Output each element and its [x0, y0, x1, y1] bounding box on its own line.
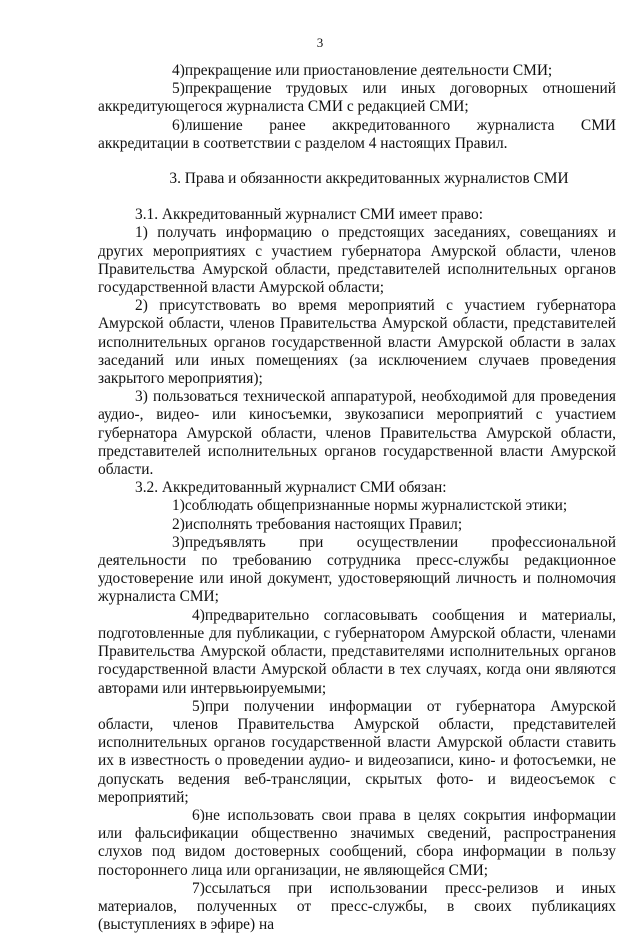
list-item-5 [98, 80, 616, 116]
list-text: предъявлять при осуществлении профессиональной деятельности по требованию сотрудника пресс-службы редакционное удостоверение или иной документ, удостоверяющий личность и полномочия журналиста СМИ; [98, 533, 616, 606]
duties-item-7 [98, 880, 616, 934]
list-text: при получении информации от губернатора Амурской области, членов Правительства Амурской области, представителей исполнительных органов государственной власти Амурской области ставить их в известность о проведении аудио- и видеозаписи, кино- и фотосъемки, не допускать ведения веб-трансляции, скрытых фото- и видеосъемок с мероприятий; [98, 697, 616, 806]
duties-item-5 [98, 698, 616, 807]
rights-item-1: 1) получать информацию о предстоящих заседаниях, совещаниях и других мероприятиях с участием губернатора Амурской области, членов Правительства Амурской области, представителей исполнительных органов государственной власти Амурской области; [98, 224, 616, 297]
list-number: 7) [192, 879, 205, 897]
duties-item-2 [98, 516, 616, 534]
list-item-4 [98, 62, 616, 80]
list-number: 4) [192, 606, 205, 624]
list-text: исполнять требования настоящих Правил; [184, 515, 463, 533]
list-number: 6) [172, 116, 185, 134]
duties-item-6 [98, 807, 616, 880]
list-text: прекращение или приостановление деятельности СМИ; [184, 62, 553, 79]
rights-item-2: 2) присутствовать во время мероприятий с участием губернатора Амурской области, членов Правительства Амурской области, представителей исполнительных органов государственной власти Амурской области в залах заседаний или иных помещениях (за исключением случаев проведения закрытого мероприятия); [98, 297, 616, 388]
list-number: 2) [172, 515, 185, 533]
duties-item-1 [98, 497, 616, 515]
rights-item-3: 3) пользоваться технической аппаратурой, необходимой для проведения аудио-, видео- или киносъемки, звукозаписи мероприятий с участием губернатора Амурской области, членов Правительства Амурской области, представителей исполнительных органов государственной власти Амурской области. [98, 388, 616, 479]
list-text: соблюдать общепризнанные нормы журналистской этики; [184, 497, 568, 515]
page-content [98, 62, 616, 934]
duties-title: 3.2. Аккредитованный журналист СМИ обязан: [135, 479, 447, 497]
list-number: 4) [172, 62, 185, 79]
duties-item-3 [98, 534, 616, 607]
list-text: не использовать свои права в целях сокрытия информации или фальсификации общественно значимых сведений, распространения слухов под видом достоверных сообщений, сбора информации в пользу постороннего лица или организации, не являющейся СМИ; [98, 806, 616, 879]
list-number: 6) [192, 806, 205, 824]
rights-title: 3.1. Аккредитованный журналист СМИ имеет право: [135, 206, 483, 224]
list-number: 5) [172, 80, 185, 98]
page-number: 3 [316, 35, 324, 50]
list-text: предварительно согласовывать сообщения и материалы, подготовленные для публикации, с губернатором Амурской области, членами Правительства Амурской области, представителями исполнительных органов государственной власти Амурской области в тех случаях, когда они являются авторами или интервьюируемыми; [98, 606, 616, 697]
duties-item-4 [98, 607, 616, 698]
section-heading: 3. Права и обязанности аккредитованных журналистов СМИ [169, 170, 569, 188]
list-item-6 [98, 117, 616, 153]
list-number: 1) [172, 497, 185, 515]
list-number: 3) [172, 533, 185, 551]
list-number: 5) [192, 697, 205, 715]
list-text: прекращение трудовых или иных договорных отношений аккредитующегося журналиста СМИ с редакцией СМИ; [98, 80, 616, 116]
list-text: ссылаться при использовании пресс-релизов и иных материалов, полученных от пресс-службы, в своих публикациях (выступлениях в эфире) на [98, 879, 616, 934]
list-text: лишение ранее аккредитованного журналиста СМИ аккредитации в соответствии с разделом 4 настоящих Правил. [98, 116, 616, 152]
